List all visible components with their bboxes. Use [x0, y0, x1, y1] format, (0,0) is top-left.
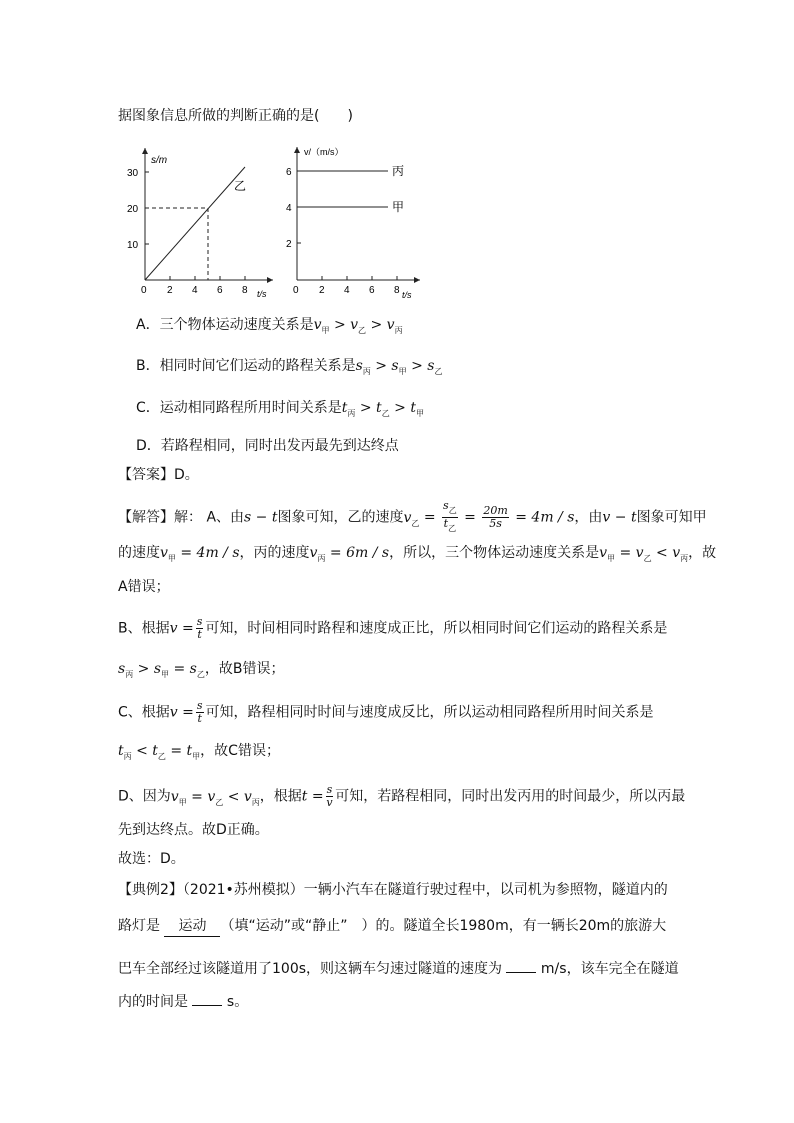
- tick-label: 10: [127, 240, 139, 251]
- example2-text: s。: [226, 994, 249, 1010]
- tick-label: 2: [286, 239, 292, 250]
- option-b-text: B．相同时间它们运动的路程关系是: [136, 358, 356, 374]
- tick-label: 4: [192, 285, 198, 296]
- y-arrow-icon: [294, 147, 300, 153]
- analysis-line-9: 先到达终点。故D正确。: [118, 822, 269, 838]
- analysis-text: ，根据: [259, 788, 302, 805]
- analysis-text: 图象可知甲: [636, 509, 707, 526]
- line-bing-label: 丙: [392, 164, 405, 178]
- fraction: $\frac{s}{t}$: [196, 699, 203, 725]
- analysis-text: ，故: [688, 545, 717, 561]
- analysis-text: 可知，若路程相同，同时出发丙用的时间最少，所以丙最: [335, 788, 686, 805]
- question-stem: 据图象信息所做的判断正确的是( ): [118, 108, 353, 124]
- analysis-text: ，所以，三个物体运动速度关系是: [389, 545, 600, 561]
- tick-label: 0: [141, 285, 147, 296]
- fraction: $\frac{20m}{5s}$: [483, 504, 508, 530]
- option-a-text: A．三个物体运动速度关系是: [136, 317, 314, 333]
- example2-line-3: [118, 959, 679, 979]
- answer-blank-2[interactable]: [506, 972, 536, 973]
- v-t-ylabel: v/（m/s）: [304, 147, 344, 157]
- tick-label: 2: [167, 285, 173, 296]
- analysis-line-3: A错误；: [118, 579, 170, 595]
- option-d: D．若路程相同，同时出发丙最先到达终点: [136, 438, 399, 454]
- line-yi: [145, 167, 245, 280]
- v-t-graph: [280, 145, 430, 300]
- analysis-line-6: C、根据v = $\frac{s}{t}$ 可知，路程相同时时间与速度成反比，所以运动相同路程所用时间关系是: [118, 699, 654, 725]
- example2-line-2: [118, 916, 666, 937]
- option-c-text: C．运动相同路程所用时间关系是: [136, 400, 342, 416]
- x-arrow-icon: [267, 277, 273, 283]
- analysis-text: 可知，路程相同时时间与速度成反比，所以运动相同路程所用时间关系是: [205, 704, 654, 721]
- example2-line-1: 【典例2】（2021•苏州模拟）一辆小汽车在隧道行驶过程中，以司机为参照物，隧道内的: [118, 882, 668, 898]
- analysis-line-8: D、因为$v_甲 = v_乙 < v_丙$，根据t = $\frac{s}{v}$ 可知，若路程相同，同时出发丙用的时间最少，所以丙最: [118, 783, 686, 809]
- example2-text: 路灯是: [118, 918, 160, 934]
- fraction: $\frac{s_乙}{t_乙}$: [443, 499, 457, 533]
- answer-blank-3[interactable]: [192, 1005, 222, 1006]
- analysis-head: 【解答】解：: [118, 509, 202, 526]
- analysis-text: ，由: [574, 509, 603, 526]
- example2-text: 巴车全部经过该隧道用了100s，则这辆车匀速过隧道的速度为: [118, 961, 503, 977]
- analysis-text: C、根据: [118, 704, 170, 721]
- tick-label: 6: [369, 285, 375, 296]
- v-t-xlabel: t/s: [402, 290, 412, 300]
- analysis-line-7: $t_丙 < t_乙 = t_甲$，故C错误；: [118, 743, 280, 761]
- option-c: C．运动相同路程所用时间关系是$t_丙 > t_乙 > t_甲$: [136, 400, 424, 418]
- example2-text: （填“运动”或“静止” ）的。隧道全长1980m，有一辆长20m的旅游大: [220, 918, 667, 934]
- tick-label: 20: [127, 204, 139, 215]
- v-t-yticks: [286, 167, 301, 250]
- analysis-text: D、因为: [118, 788, 171, 805]
- analysis-text: 可知，时间相同时路程和速度成正比，所以相同时间它们运动的路程关系是: [205, 620, 668, 637]
- analysis-line-10: 故选：D。: [118, 851, 185, 867]
- tick-label: 8: [242, 285, 248, 296]
- analysis-text: A、由: [206, 509, 245, 526]
- analysis-text: ，丙的速度: [239, 545, 310, 561]
- analysis-text: 图象可知，乙的速度: [277, 509, 404, 526]
- option-b: B．相同时间它们运动的路程关系是$s_丙 > s_甲 > s_乙$: [136, 358, 443, 376]
- example2-text: 内的时间是: [118, 994, 188, 1010]
- tick-label: 2: [319, 285, 325, 296]
- analysis-line-5: $s_丙 > s_甲 = s_乙$，故B错误；: [118, 661, 285, 679]
- tick-label: 30: [127, 168, 139, 179]
- example2-text: m/s，该车完全在隧道: [540, 961, 679, 977]
- y-arrow-icon: [142, 148, 148, 154]
- tick-label: 0: [293, 285, 299, 296]
- analysis-text: ，故B错误；: [204, 661, 285, 677]
- tick-label: 6: [286, 167, 292, 178]
- s-t-ylabel: s/m: [151, 155, 168, 166]
- s-t-graph: [125, 145, 275, 300]
- tick-label: 4: [286, 203, 292, 214]
- analysis-text: ，故C错误；: [200, 743, 280, 759]
- line-yi-label: 乙: [234, 179, 247, 193]
- tick-label: 6: [217, 285, 223, 296]
- s-t-xlabel: t/s: [257, 289, 267, 299]
- line-jia-label: 甲: [392, 200, 405, 214]
- s-t-yticks: [127, 168, 149, 251]
- fraction: $\frac{s}{t}$: [196, 615, 203, 641]
- s-t-xticks: [141, 276, 248, 296]
- option-a: A．三个物体运动速度关系是$v_甲 > v_乙 > v_丙$: [136, 317, 403, 335]
- fraction: $\frac{s}{v}$: [326, 783, 333, 809]
- tick-label: 4: [344, 285, 350, 296]
- v-t-xticks: [293, 276, 400, 296]
- analysis-line-4: B、根据v = $\frac{s}{t}$ 可知，时间相同时路程和速度成正比，所以相同时间它们运动的路程关系是: [118, 615, 668, 641]
- tick-label: 8: [394, 285, 400, 296]
- x-arrow-icon: [414, 277, 420, 283]
- analysis-text: 的速度: [118, 545, 160, 561]
- example2-line-4: [118, 992, 248, 1012]
- analysis-text: B、根据: [118, 620, 170, 637]
- analysis-line-2: 的速度$v_甲 = 4m / s$，丙的速度$v_丙 = 6m / s$，所以，三个物体运动速度关系是$v_甲 = v_乙 < v_丙$，故: [118, 545, 717, 563]
- answer-blank-1[interactable]: 运动: [164, 916, 220, 937]
- answer: 【答案】D。: [118, 467, 199, 483]
- analysis-line-1: 【解答】解： A、由s − t图象可知，乙的速度$v_乙$ = $\frac{s_乙}{t_乙}$ = $\frac{20m}{5s}$ = 4m / s，由v − t图象可知甲: [118, 499, 707, 533]
